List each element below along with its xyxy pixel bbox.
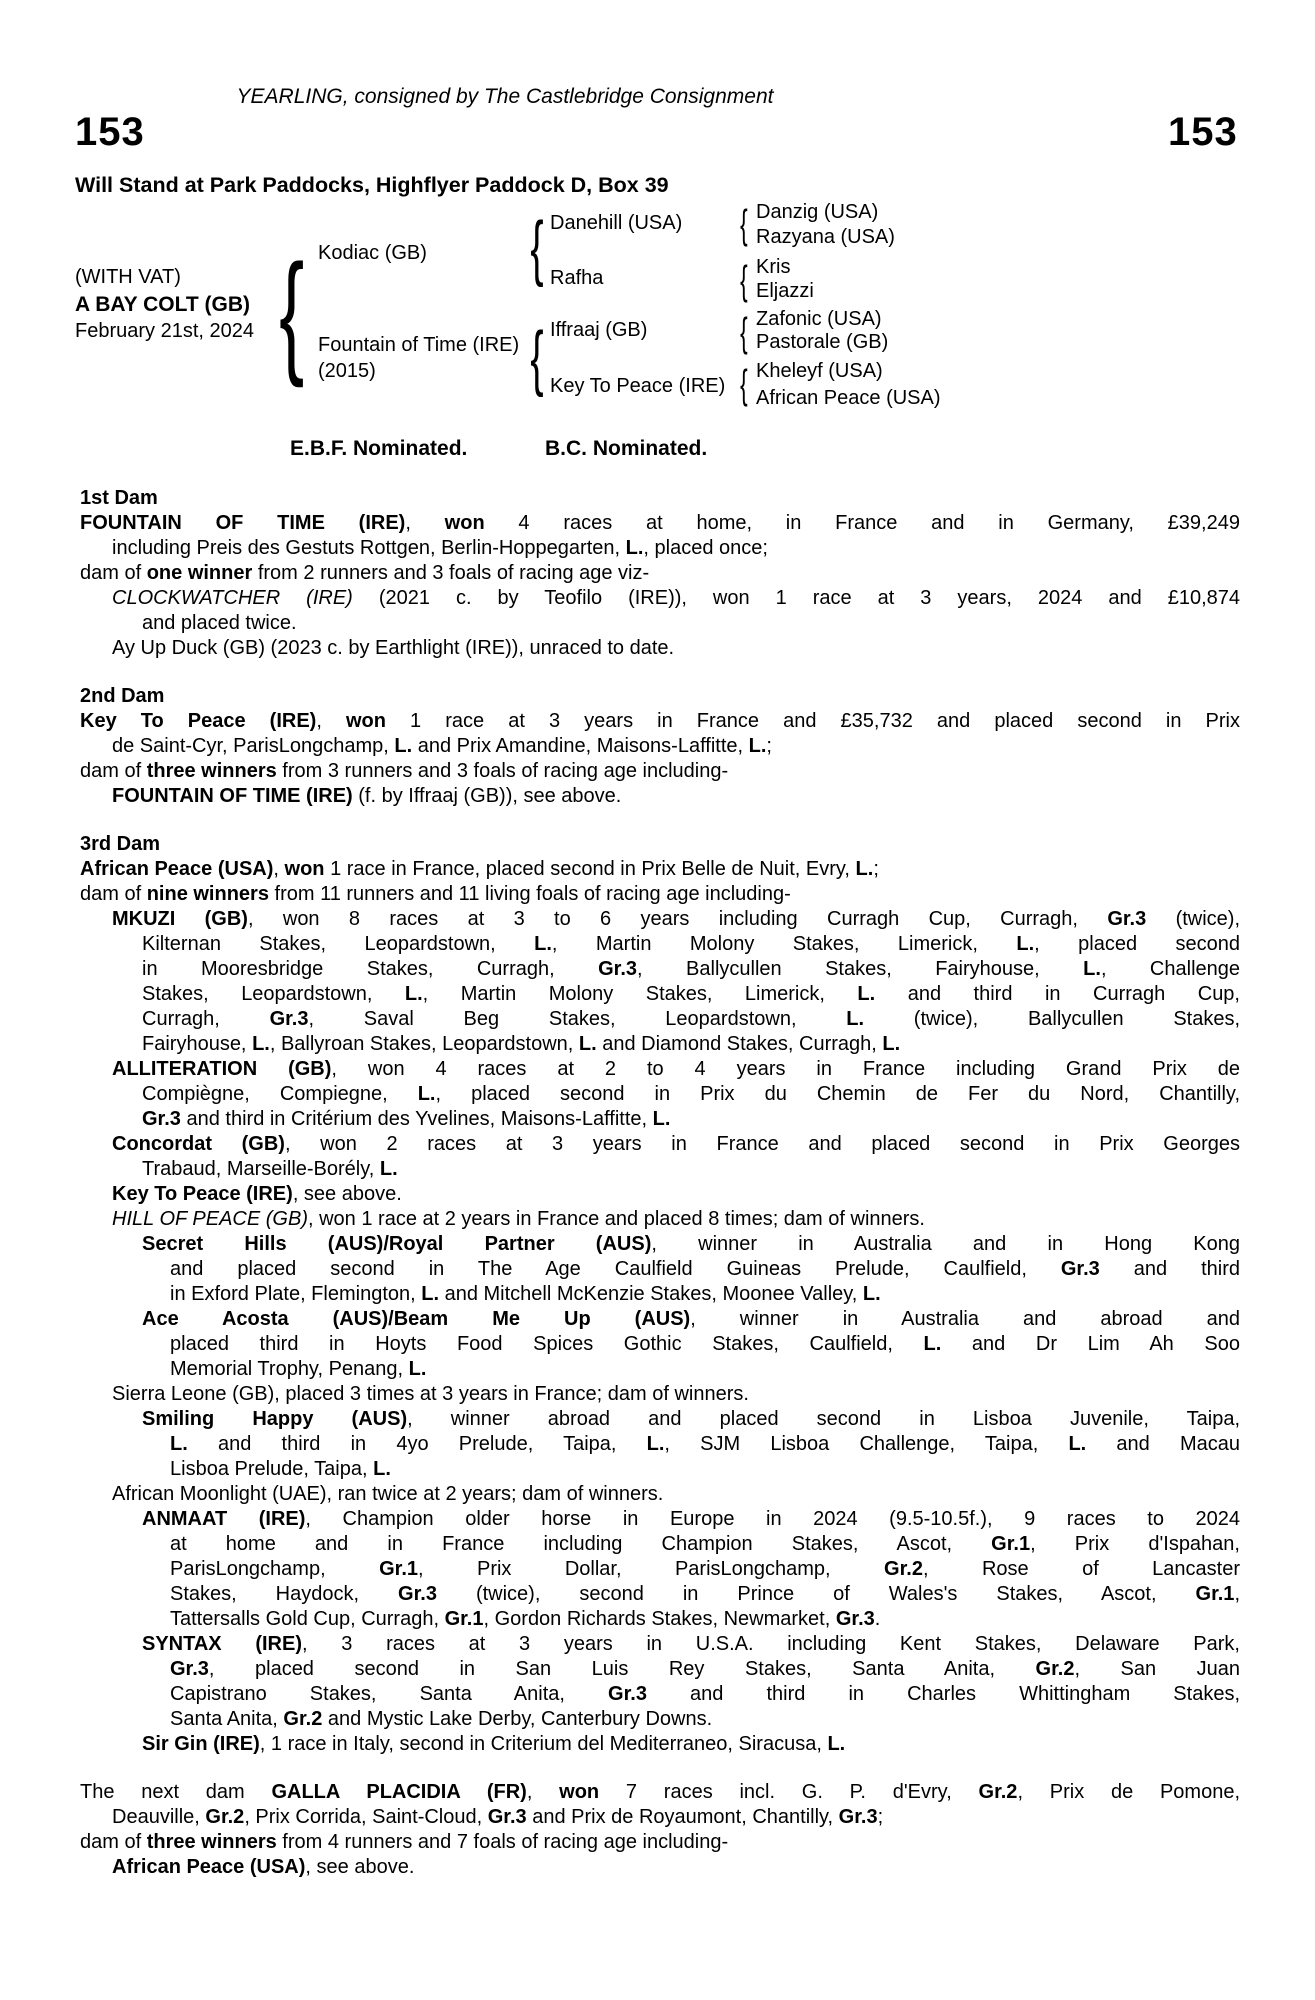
text-line: Gr.3 and third in Critérium des Yvelines, Maisons-Laffitte, L. xyxy=(142,1108,671,1130)
bc-nomination: B.C. Nominated. xyxy=(545,437,708,460)
text-line: dam of one winner from 2 runners and 3 foals of racing age viz- xyxy=(80,562,650,584)
pedigree-brace-dam: { xyxy=(530,318,544,398)
text-line: dam of three winners from 4 runners and 7 foals of racing age including- xyxy=(80,1831,729,1853)
text-line: Lisboa Prelude, Taipa, L. xyxy=(170,1458,391,1480)
sire-name: Kodiac (GB) xyxy=(318,242,427,264)
sire-sire-dam-name: Razyana (USA) xyxy=(756,226,895,248)
text-line: Capistrano Stakes, Santa Anita, Gr.3 and third in Charles Whittingham Stakes, xyxy=(170,1683,1241,1705)
ebf-nomination: E.B.F. Nominated. xyxy=(290,437,468,460)
dam-sire-dam-name: Pastorale (GB) xyxy=(756,331,889,353)
dam-foaling-year: (2015) xyxy=(318,360,376,382)
text-line: Tattersalls Gold Cup, Curragh, Gr.1, Gordon Richards Stakes, Newmarket, Gr.3. xyxy=(170,1608,881,1630)
dam-dam-sire-name: Kheleyf (USA) xyxy=(756,360,883,382)
section-heading: 3rd Dam xyxy=(80,833,161,855)
text-line: African Moonlight (UAE), ran twice at 2 years; dam of winners. xyxy=(112,1483,664,1505)
text-line: Gr.3, placed second in San Luis Rey Stakes, Santa Anita, Gr.2, San Juan xyxy=(170,1658,1241,1680)
text-line: Ace Acosta (AUS)/Beam Me Up (AUS), winner in Australia and abroad and xyxy=(142,1308,1240,1330)
dam-section-1 xyxy=(80,486,1240,661)
text-line: in Mooresbridge Stakes, Curragh, Gr.3, Ballycullen Stakes, Fairyhouse, L., Challenge xyxy=(142,958,1240,980)
pedigree-brace-dam-dam: { xyxy=(740,360,748,407)
text-line: Curragh, Gr.3, Saval Beg Stakes, Leopardstown, L. (twice), Ballycullen Stakes, xyxy=(142,1008,1241,1030)
text-line: African Peace (USA), won 1 race in France, placed second in Prix Belle de Nuit, Evry, L.; xyxy=(80,858,879,880)
text-line: SYNTAX (IRE), 3 races at 3 years in U.S.A. including Kent Stakes, Delaware Park, xyxy=(142,1633,1240,1655)
text-line: Stakes, Haydock, Gr.3 (twice), second in Prince of Wales's Stakes, Ascot, Gr.1, xyxy=(170,1583,1240,1605)
sire-sire-name: Danehill (USA) xyxy=(550,212,683,234)
pedigree-text xyxy=(80,486,1240,1880)
colt-description: A BAY COLT (GB) xyxy=(75,293,251,316)
dam-section-4 xyxy=(80,1780,1240,1880)
text-line: and placed second in The Age Caulfield Guineas Prelude, Caulfield, Gr.3 and third xyxy=(170,1258,1241,1280)
text-line: and placed twice. xyxy=(142,612,297,634)
lot-number-left: 153 xyxy=(75,110,145,154)
text-line: ALLITERATION (GB), won 4 races at 2 to 4 years in France including Grand Prix de xyxy=(112,1058,1240,1080)
text-line: Compiègne, Compiegne, L., placed second in Prix du Chemin de Fer du Nord, Chantilly, xyxy=(142,1083,1240,1105)
text-line: MKUZI (GB), won 8 races at 3 to 6 years including Curragh Cup, Curragh, Gr.3 (twice), xyxy=(112,908,1241,930)
text-line: dam of three winners from 3 runners and 3 foals of racing age including- xyxy=(80,760,729,782)
dam-section-2 xyxy=(80,684,1240,809)
pedigree-brace-sire-dam: { xyxy=(740,256,748,303)
text-line: Ay Up Duck (GB) (2023 c. by Earthlight (IRE)), unraced to date. xyxy=(112,637,675,659)
pedigree-brace-sire-sire: { xyxy=(740,200,748,247)
section-heading: 1st Dam xyxy=(80,487,158,509)
dam-section-3 xyxy=(80,832,1240,1757)
pedigree-brace-gen1: { xyxy=(279,236,305,388)
dam-dam-name: Key To Peace (IRE) xyxy=(550,375,726,397)
stand-location-line: Will Stand at Park Paddocks, Highflyer Paddock D, Box 39 xyxy=(75,173,669,197)
text-line: Sierra Leone (GB), placed 3 times at 3 years in France; dam of winners. xyxy=(112,1383,749,1405)
text-line: Kilternan Stakes, Leopardstown, L., Martin Molony Stakes, Limerick, L., placed second xyxy=(142,933,1240,955)
section-heading: 2nd Dam xyxy=(80,685,165,707)
text-line: Secret Hills (AUS)/Royal Partner (AUS), winner in Australia and in Hong Kong xyxy=(142,1233,1240,1255)
text-line: ANMAAT (IRE), Champion older horse in Europe in 2024 (9.5-10.5f.), 9 races to 2024 xyxy=(142,1508,1240,1530)
text-line: HILL OF PEACE (GB), won 1 race at 2 years in France and placed 8 times; dam of winners. xyxy=(112,1208,925,1230)
text-line: at home and in France including Champion Stakes, Ascot, Gr.1, Prix d'Ispahan, xyxy=(170,1533,1240,1555)
pedigree-brace-sire: { xyxy=(530,208,544,288)
sire-sire-sire-name: Danzig (USA) xyxy=(756,201,879,223)
text-line: CLOCKWATCHER (IRE) (2021 c. by Teofilo (IRE)), won 1 race at 3 years, 2024 and £10,874 xyxy=(112,587,1241,609)
text-line: in Exford Plate, Flemington, L. and Mitchell McKenzie Stakes, Moonee Valley, L. xyxy=(170,1283,881,1305)
text-line: Fairyhouse, L., Ballyroan Stakes, Leopardstown, L. and Diamond Stakes, Curragh, L. xyxy=(142,1033,901,1055)
dam-name: Fountain of Time (IRE) xyxy=(318,334,520,356)
text-line: Deauville, Gr.2, Prix Corrida, Saint-Cloud, Gr.3 and Prix de Royaumont, Chantilly, Gr.3; xyxy=(112,1806,884,1828)
sire-dam-sire-name: Kris xyxy=(756,256,791,278)
vat-note: (WITH VAT) xyxy=(75,266,181,288)
dam-dam-dam-name: African Peace (USA) xyxy=(756,387,941,409)
dam-sire-name: Iffraaj (GB) xyxy=(550,319,648,341)
text-line: FOUNTAIN OF TIME (IRE), won 4 races at home, in France and in Germany, £39,249 xyxy=(80,512,1240,534)
text-line: Smiling Happy (AUS), winner abroad and placed second in Lisboa Juvenile, Taipa, xyxy=(142,1408,1241,1430)
dam-sire-sire-name: Zafonic (USA) xyxy=(756,308,882,330)
text-line: ParisLongchamp, Gr.1, Prix Dollar, ParisLongchamp, Gr.2, Rose of Lancaster xyxy=(170,1558,1241,1580)
text-line: The next dam GALLA PLACIDIA (FR), won 7 races incl. G. P. d'Evry, Gr.2, Prix de Pomone, xyxy=(80,1781,1241,1803)
sire-dam-dam-name: Eljazzi xyxy=(756,280,814,302)
text-line: Trabaud, Marseille-Borély, L. xyxy=(142,1158,398,1180)
text-line: Santa Anita, Gr.2 and Mystic Lake Derby, Canterbury Downs. xyxy=(170,1708,713,1730)
text-line: including Preis des Gestuts Rottgen, Berlin-Hoppegarten, L., placed once; xyxy=(112,537,768,559)
consignor-line: YEARLING, consigned by The Castlebridge Consignment xyxy=(236,85,774,108)
text-line: Key To Peace (IRE), see above. xyxy=(112,1183,402,1205)
sire-dam-name: Rafha xyxy=(550,267,604,289)
text-line: Stakes, Leopardstown, L., Martin Molony Stakes, Limerick, L. and third in Curragh Cup, xyxy=(142,983,1240,1005)
text-line: African Peace (USA), see above. xyxy=(112,1856,415,1878)
text-line: dam of nine winners from 11 runners and 11 living foals of racing age including- xyxy=(80,883,791,905)
lot-number-right: 153 xyxy=(1168,110,1238,154)
foaling-date: February 21st, 2024 xyxy=(75,320,254,342)
pedigree-tree xyxy=(0,0,1315,440)
text-line: FOUNTAIN OF TIME (IRE) (f. by Iffraaj (GB)), see above. xyxy=(112,785,622,807)
text-line: Key To Peace (IRE), won 1 race at 3 years in France and £35,732 and placed second in Prix xyxy=(80,710,1240,732)
text-line: de Saint-Cyr, ParisLongchamp, L. and Prix Amandine, Maisons-Laffitte, L.; xyxy=(112,735,772,757)
text-line: Sir Gin (IRE), 1 race in Italy, second in Criterium del Mediterraneo, Siracusa, L. xyxy=(142,1733,846,1755)
text-line: Memorial Trophy, Penang, L. xyxy=(170,1358,427,1380)
pedigree-brace-dam-sire: { xyxy=(740,308,748,355)
text-line: placed third in Hoyts Food Spices Gothic Stakes, Caulfield, L. and Dr Lim Ah Soo xyxy=(170,1333,1240,1355)
text-line: L. and third in 4yo Prelude, Taipa, L., SJM Lisboa Challenge, Taipa, L. and Macau xyxy=(170,1433,1240,1455)
text-line: Concordat (GB), won 2 races at 3 years in France and placed second in Prix Georges xyxy=(112,1133,1240,1155)
